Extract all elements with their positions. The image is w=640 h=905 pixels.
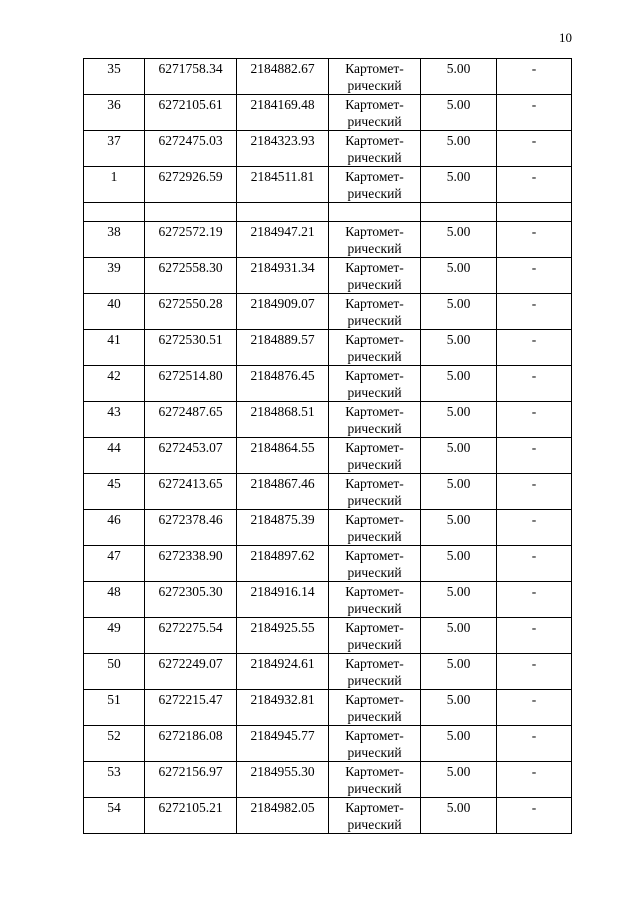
accuracy-cell: 5.00	[421, 258, 497, 294]
x-coordinate-cell: 6272186.08	[145, 726, 237, 762]
table-row	[84, 438, 572, 474]
blank-cell	[145, 203, 237, 222]
accuracy-cell: 5.00	[421, 131, 497, 167]
method-line-1: Картомет-	[345, 476, 404, 491]
method-line-1: Картомет-	[345, 260, 404, 275]
method-line-1: Картомет-	[345, 169, 404, 184]
table-row	[84, 510, 572, 546]
accuracy-cell: 5.00	[421, 582, 497, 618]
method-line-2: рический	[347, 708, 402, 724]
y-coordinate-cell: 2184931.34	[237, 258, 329, 294]
method-line-2: рический	[347, 672, 402, 688]
note-cell: -	[497, 330, 572, 366]
note-cell: -	[497, 654, 572, 690]
page-number: 10	[559, 30, 572, 45]
method-line-2: рический	[347, 780, 402, 796]
y-coordinate-cell: 2184875.39	[237, 510, 329, 546]
accuracy-cell: 5.00	[421, 222, 497, 258]
blank-cell	[84, 203, 145, 222]
method-line-2: рический	[347, 113, 402, 129]
method-cell	[329, 582, 421, 618]
table-row	[84, 582, 572, 618]
accuracy-cell: 5.00	[421, 474, 497, 510]
accuracy-cell: 5.00	[421, 167, 497, 203]
method-line-2: рический	[347, 492, 402, 508]
method-line-1: Картомет-	[345, 800, 404, 815]
note-cell: -	[497, 167, 572, 203]
note-cell: -	[497, 798, 572, 834]
method-cell	[329, 167, 421, 203]
point-number-cell: 48	[84, 582, 145, 618]
method-line-2: рический	[347, 384, 402, 400]
method-line-1: Картомет-	[345, 440, 404, 455]
point-number-cell: 44	[84, 438, 145, 474]
table-row	[84, 95, 572, 131]
method-cell	[329, 690, 421, 726]
x-coordinate-cell: 6272215.47	[145, 690, 237, 726]
blank-cell	[237, 203, 329, 222]
note-cell: -	[497, 726, 572, 762]
x-coordinate-cell: 6272275.54	[145, 618, 237, 654]
y-coordinate-cell: 2184916.14	[237, 582, 329, 618]
method-line-2: рический	[347, 456, 402, 472]
blank-separator-row	[84, 203, 572, 222]
y-coordinate-cell: 2184868.51	[237, 402, 329, 438]
point-number-cell: 43	[84, 402, 145, 438]
point-number-cell: 51	[84, 690, 145, 726]
table-row	[84, 726, 572, 762]
point-number-cell: 50	[84, 654, 145, 690]
blank-cell	[329, 203, 421, 222]
y-coordinate-cell: 2184982.05	[237, 798, 329, 834]
method-line-2: рический	[347, 744, 402, 760]
accuracy-cell: 5.00	[421, 546, 497, 582]
coordinates-table	[83, 58, 572, 834]
accuracy-cell: 5.00	[421, 366, 497, 402]
point-number-cell: 53	[84, 762, 145, 798]
method-line-2: рический	[347, 240, 402, 256]
method-line-1: Картомет-	[345, 548, 404, 563]
blank-cell	[421, 203, 497, 222]
y-coordinate-cell: 2184876.45	[237, 366, 329, 402]
x-coordinate-cell: 6272105.21	[145, 798, 237, 834]
y-coordinate-cell: 2184925.55	[237, 618, 329, 654]
point-number-cell: 1	[84, 167, 145, 203]
method-line-1: Картомет-	[345, 224, 404, 239]
point-number-cell: 54	[84, 798, 145, 834]
x-coordinate-cell: 6272558.30	[145, 258, 237, 294]
y-coordinate-cell: 2184169.48	[237, 95, 329, 131]
y-coordinate-cell: 2184864.55	[237, 438, 329, 474]
method-line-1: Картомет-	[345, 512, 404, 527]
accuracy-cell: 5.00	[421, 510, 497, 546]
x-coordinate-cell: 6272305.30	[145, 582, 237, 618]
accuracy-cell: 5.00	[421, 294, 497, 330]
note-cell: -	[497, 402, 572, 438]
accuracy-cell: 5.00	[421, 438, 497, 474]
method-line-1: Картомет-	[345, 296, 404, 311]
x-coordinate-cell: 6272105.61	[145, 95, 237, 131]
accuracy-cell: 5.00	[421, 690, 497, 726]
method-line-1: Картомет-	[345, 404, 404, 419]
method-cell	[329, 474, 421, 510]
method-line-2: рический	[347, 528, 402, 544]
table-row	[84, 546, 572, 582]
table-row	[84, 366, 572, 402]
method-line-1: Картомет-	[345, 61, 404, 76]
method-cell	[329, 294, 421, 330]
method-cell	[329, 222, 421, 258]
method-line-2: рический	[347, 276, 402, 292]
y-coordinate-cell: 2184897.62	[237, 546, 329, 582]
x-coordinate-cell: 6272487.65	[145, 402, 237, 438]
x-coordinate-cell: 6272413.65	[145, 474, 237, 510]
point-number-cell: 38	[84, 222, 145, 258]
method-cell	[329, 59, 421, 95]
y-coordinate-cell: 2184924.61	[237, 654, 329, 690]
table-row	[84, 654, 572, 690]
method-line-1: Картомет-	[345, 368, 404, 383]
x-coordinate-cell: 6272550.28	[145, 294, 237, 330]
y-coordinate-cell: 2184945.77	[237, 726, 329, 762]
method-cell	[329, 726, 421, 762]
x-coordinate-cell: 6271758.34	[145, 59, 237, 95]
accuracy-cell: 5.00	[421, 654, 497, 690]
method-line-2: рический	[347, 816, 402, 832]
note-cell: -	[497, 438, 572, 474]
note-cell: -	[497, 59, 572, 95]
y-coordinate-cell: 2184889.57	[237, 330, 329, 366]
point-number-cell: 52	[84, 726, 145, 762]
y-coordinate-cell: 2184323.93	[237, 131, 329, 167]
method-line-1: Картомет-	[345, 584, 404, 599]
x-coordinate-cell: 6272572.19	[145, 222, 237, 258]
accuracy-cell: 5.00	[421, 762, 497, 798]
accuracy-cell: 5.00	[421, 95, 497, 131]
method-line-2: рический	[347, 312, 402, 328]
x-coordinate-cell: 6272514.80	[145, 366, 237, 402]
table-row	[84, 762, 572, 798]
method-line-2: рический	[347, 600, 402, 616]
point-number-cell: 41	[84, 330, 145, 366]
method-line-1: Картомет-	[345, 692, 404, 707]
x-coordinate-cell: 6272156.97	[145, 762, 237, 798]
method-cell	[329, 510, 421, 546]
method-line-2: рический	[347, 420, 402, 436]
method-line-2: рический	[347, 636, 402, 652]
table-row	[84, 690, 572, 726]
x-coordinate-cell: 6272926.59	[145, 167, 237, 203]
method-line-1: Картомет-	[345, 728, 404, 743]
note-cell: -	[497, 510, 572, 546]
method-cell	[329, 438, 421, 474]
method-cell	[329, 131, 421, 167]
accuracy-cell: 5.00	[421, 330, 497, 366]
x-coordinate-cell: 6272378.46	[145, 510, 237, 546]
y-coordinate-cell: 2184909.07	[237, 294, 329, 330]
method-cell	[329, 762, 421, 798]
method-line-2: рический	[347, 564, 402, 580]
point-number-cell: 36	[84, 95, 145, 131]
method-line-1: Картомет-	[345, 764, 404, 779]
note-cell: -	[497, 258, 572, 294]
method-line-2: рический	[347, 149, 402, 165]
point-number-cell: 45	[84, 474, 145, 510]
method-cell	[329, 402, 421, 438]
method-cell	[329, 95, 421, 131]
table-row	[84, 294, 572, 330]
point-number-cell: 37	[84, 131, 145, 167]
blank-cell	[497, 203, 572, 222]
accuracy-cell: 5.00	[421, 59, 497, 95]
note-cell: -	[497, 131, 572, 167]
y-coordinate-cell: 2184932.81	[237, 690, 329, 726]
accuracy-cell: 5.00	[421, 402, 497, 438]
table-row	[84, 167, 572, 203]
point-number-cell: 47	[84, 546, 145, 582]
table-row	[84, 402, 572, 438]
table-row	[84, 131, 572, 167]
note-cell: -	[497, 474, 572, 510]
point-number-cell: 39	[84, 258, 145, 294]
method-line-2: рический	[347, 185, 402, 201]
table-row	[84, 474, 572, 510]
method-line-1: Картомет-	[345, 332, 404, 347]
method-line-1: Картомет-	[345, 97, 404, 112]
y-coordinate-cell: 2184882.67	[237, 59, 329, 95]
note-cell: -	[497, 618, 572, 654]
x-coordinate-cell: 6272453.07	[145, 438, 237, 474]
x-coordinate-cell: 6272249.07	[145, 654, 237, 690]
y-coordinate-cell: 2184511.81	[237, 167, 329, 203]
note-cell: -	[497, 222, 572, 258]
x-coordinate-cell: 6272338.90	[145, 546, 237, 582]
method-line-1: Картомет-	[345, 620, 404, 635]
table-row	[84, 222, 572, 258]
point-number-cell: 46	[84, 510, 145, 546]
point-number-cell: 40	[84, 294, 145, 330]
method-line-2: рический	[347, 348, 402, 364]
note-cell: -	[497, 294, 572, 330]
method-cell	[329, 258, 421, 294]
table-row	[84, 798, 572, 834]
y-coordinate-cell: 2184867.46	[237, 474, 329, 510]
method-cell	[329, 798, 421, 834]
method-cell	[329, 546, 421, 582]
point-number-cell: 35	[84, 59, 145, 95]
point-number-cell: 49	[84, 618, 145, 654]
method-line-1: Картомет-	[345, 656, 404, 671]
note-cell: -	[497, 546, 572, 582]
method-line-2: рический	[347, 77, 402, 93]
table-row	[84, 330, 572, 366]
accuracy-cell: 5.00	[421, 798, 497, 834]
point-number-cell: 42	[84, 366, 145, 402]
x-coordinate-cell: 6272475.03	[145, 131, 237, 167]
note-cell: -	[497, 95, 572, 131]
method-cell	[329, 618, 421, 654]
y-coordinate-cell: 2184947.21	[237, 222, 329, 258]
note-cell: -	[497, 366, 572, 402]
method-cell	[329, 654, 421, 690]
accuracy-cell: 5.00	[421, 726, 497, 762]
note-cell: -	[497, 690, 572, 726]
y-coordinate-cell: 2184955.30	[237, 762, 329, 798]
method-cell	[329, 366, 421, 402]
x-coordinate-cell: 6272530.51	[145, 330, 237, 366]
note-cell: -	[497, 762, 572, 798]
table-row	[84, 618, 572, 654]
table-row	[84, 258, 572, 294]
method-cell	[329, 330, 421, 366]
accuracy-cell: 5.00	[421, 618, 497, 654]
method-line-1: Картомет-	[345, 133, 404, 148]
table-row	[84, 59, 572, 95]
note-cell: -	[497, 582, 572, 618]
